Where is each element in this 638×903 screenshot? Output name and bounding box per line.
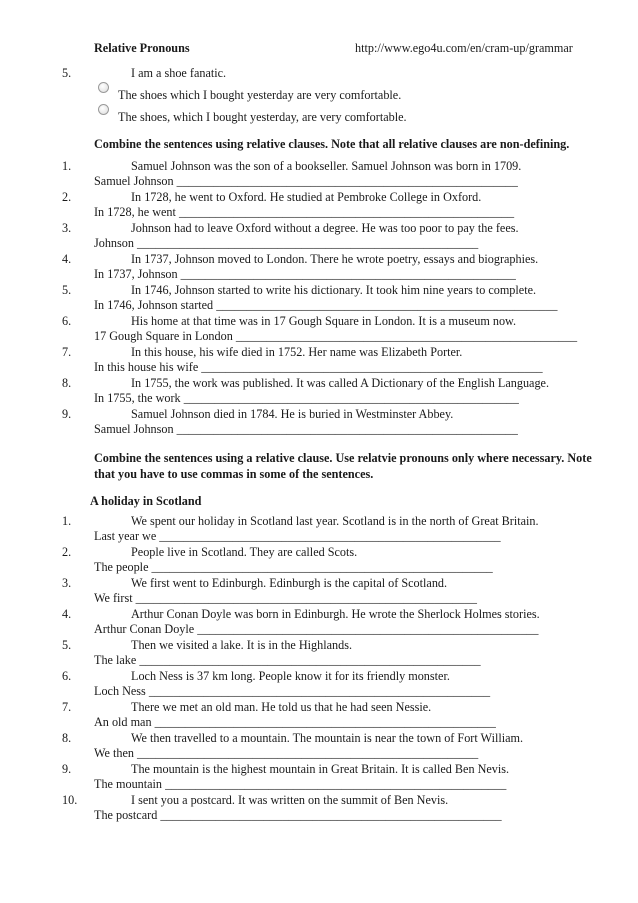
s2-item-number: 5. <box>62 638 72 652</box>
s2-item-sentence: I sent you a postcard. It was written on the summit of Ben Nevis. <box>131 793 449 807</box>
s2-item-sentence: We first went to Edinburgh. Edinburgh is the capital of Scotland. <box>131 576 448 590</box>
s1-item-number: 7. <box>62 345 72 359</box>
s2-item-number: 4. <box>62 607 72 621</box>
s2-item-number: 1. <box>62 514 72 528</box>
s2-item-answer-line[interactable]: The lake ________________________________________________________ <box>94 653 481 667</box>
section2-instruction-line2: that you have to use commas in some of the sentences. <box>94 467 374 481</box>
s2-item-sentence: We then travelled to a mountain. The mountain is near the town of Fort William. <box>131 731 524 745</box>
s1-item-sentence: In 1737, Johnson moved to London. There he wrote poetry, essays and biographies. <box>131 252 539 266</box>
s2-item-number: 3. <box>62 576 72 590</box>
s1-item-number: 4. <box>62 252 72 266</box>
s2-item-sentence: People live in Scotland. They are called Scots. <box>131 545 358 559</box>
s2-item-number: 8. <box>62 731 72 745</box>
s2-item-sentence: We spent our holiday in Scotland last year. Scotland is in the north of Great Britain. <box>131 514 539 528</box>
s2-item-number: 6. <box>62 669 72 683</box>
s1-item-answer-line[interactable]: Samuel Johnson ________________________________________________________ <box>94 422 518 436</box>
s2-item-answer-line[interactable]: Loch Ness ________________________________________________________ <box>94 684 491 698</box>
s2-item-sentence: The mountain is the highest mountain in Great Britain. It is called Ben Nevis. <box>131 762 510 776</box>
s2-item-answer-line[interactable]: An old man ________________________________________________________ <box>94 715 496 729</box>
s1-item-sentence: Samuel Johnson was the son of a bookseller. Samuel Johnson was born in 1709. <box>131 159 522 173</box>
source-url: http://www.ego4u.com/en/cram-up/grammar <box>355 41 573 55</box>
q5-number: 5. <box>62 66 72 80</box>
radio-option-1[interactable] <box>98 82 109 93</box>
s1-item-answer-line[interactable]: In 1728, he went _______________________________________________________ <box>94 205 515 219</box>
page-title: Relative Pronouns <box>94 41 190 55</box>
s1-item-sentence: His home at that time was in 17 Gough Square in London. It is a museum now. <box>131 314 517 328</box>
s1-item-sentence: In this house, his wife died in 1752. Her name was Elizabeth Porter. <box>131 345 463 359</box>
s1-item-sentence: In 1728, he went to Oxford. He studied at Pembroke College in Oxford. <box>131 190 482 204</box>
s2-item-sentence: There we met an old man. He told us that he had seen Nessie. <box>131 700 432 714</box>
s1-item-answer-line[interactable]: In 1746, Johnson started ________________________________________________________ <box>94 298 558 312</box>
section1-instruction: Combine the sentences using relative clauses. Note that all relative clauses are non-defining. <box>94 137 570 151</box>
s1-item-answer-line[interactable]: In 1755, the work _______________________________________________________ <box>94 391 519 405</box>
s1-item-number: 2. <box>62 190 72 204</box>
s2-item-sentence: Then we visited a lake. It is in the Highlands. <box>131 638 353 652</box>
s1-item-sentence: In 1755, the work was published. It was called A Dictionary of the English Language. <box>131 376 550 390</box>
s2-item-answer-line[interactable]: The mountain ________________________________________________________ <box>94 777 507 791</box>
s1-item-sentence: Samuel Johnson died in 1784. He is buried in Westminster Abbey. <box>131 407 454 421</box>
section2-subtitle: A holiday in Scotland <box>90 494 202 508</box>
section2-instruction-line1: Combine the sentences using a relative clause. Use relatvie pronouns only where necessary. Note <box>94 451 592 465</box>
s2-item-number: 7. <box>62 700 72 714</box>
s1-item-number: 1. <box>62 159 72 173</box>
s1-item-answer-line[interactable]: In this house his wife ________________________________________________________ <box>94 360 543 374</box>
q5-prompt: I am a shoe fanatic. <box>131 66 227 80</box>
s1-item-answer-line[interactable]: In 1737, Johnson _______________________________________________________ <box>94 267 516 281</box>
s2-item-answer-line[interactable]: We first ________________________________________________________ <box>94 591 477 605</box>
s2-item-number: 9. <box>62 762 72 776</box>
s2-item-answer-line[interactable]: Arthur Conan Doyle ________________________________________________________ <box>94 622 539 636</box>
s2-item-answer-line[interactable]: The people ________________________________________________________ <box>94 560 493 574</box>
s1-item-answer-line[interactable]: Samuel Johnson ________________________________________________________ <box>94 174 518 188</box>
s1-item-answer-line[interactable]: 17 Gough Square in London ________________________________________________________ <box>94 329 578 343</box>
s1-item-number: 6. <box>62 314 72 328</box>
s1-item-sentence: In 1746, Johnson started to write his dictionary. It took him nine years to complete. <box>131 283 537 297</box>
s2-item-sentence: Loch Ness is 37 km long. People know it for its friendly monster. <box>131 669 450 683</box>
s2-item-number: 2. <box>62 545 72 559</box>
s2-item-sentence: Arthur Conan Doyle was born in Edinburgh. He wrote the Sherlock Holmes stories. <box>131 607 540 621</box>
s2-item-answer-line[interactable]: We then ________________________________________________________ <box>94 746 479 760</box>
s1-item-number: 8. <box>62 376 72 390</box>
s2-item-answer-line[interactable]: Last year we ________________________________________________________ <box>94 529 501 543</box>
s1-item-sentence: Johnson had to leave Oxford without a degree. He was too poor to pay the fees. <box>131 221 519 235</box>
s1-item-answer-line[interactable]: Johnson ________________________________________________________ <box>94 236 479 250</box>
q5-option-1-label: The shoes which I bought yesterday are very comfortable. <box>118 88 402 102</box>
s1-item-number: 3. <box>62 221 72 235</box>
s2-item-answer-line[interactable]: The postcard ________________________________________________________ <box>94 808 502 822</box>
radio-option-2[interactable] <box>98 104 109 115</box>
s2-item-number: 10. <box>62 793 78 807</box>
q5-option-2-label: The shoes, which I bought yesterday, are very comfortable. <box>118 110 407 124</box>
s1-item-number: 5. <box>62 283 72 297</box>
s1-item-number: 9. <box>62 407 72 421</box>
